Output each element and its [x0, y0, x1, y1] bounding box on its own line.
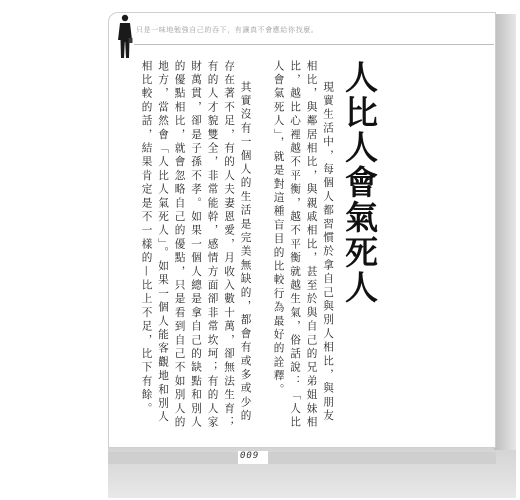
- paragraph: 其實沒有一個人的生活是完美無缺的，都會有或多或少的存在著不足，有的人夫妻恩愛，月收入數十萬，卻無法生育；有的人才貌雙全，非常能幹，感情方面卻非常坎坷；有的人家財萬貫，卻是子孫不孝。如果一個人總是拿自己的缺點和別人的優點相比，就會忽略自己的優點，只是看到自己不如別人的地方，當然會「人比人氣死人」。如果一個人能客觀地和別人相比較的話，結果肯定是不一樣的—比上不足，比下有餘。: [140, 60, 252, 430]
- article-title: 人比人會氣死人: [340, 60, 379, 305]
- header-rule: [134, 44, 494, 45]
- footer-bar: [108, 452, 496, 464]
- businessman-icon: [116, 14, 134, 60]
- page-number: 009: [240, 451, 260, 461]
- page-edge-shadow: [494, 14, 516, 450]
- article-body: [136, 60, 336, 432]
- header-tagline: 只是一味地勉強自己的吞下，有讓真不會應給你找麼。: [136, 26, 319, 34]
- paragraph: 現實生活中，每個人都習慣於拿自己與別人相比，與朋友相比，與鄰居相比，與親戚相比，甚至於與自己的兄弟姐妹相比，越比心裡越不平衡，越不平衡就越生氣，俗話說：「人比人會氣死人」，就是對這種盲目的比較行為最好的詮釋。: [272, 60, 334, 430]
